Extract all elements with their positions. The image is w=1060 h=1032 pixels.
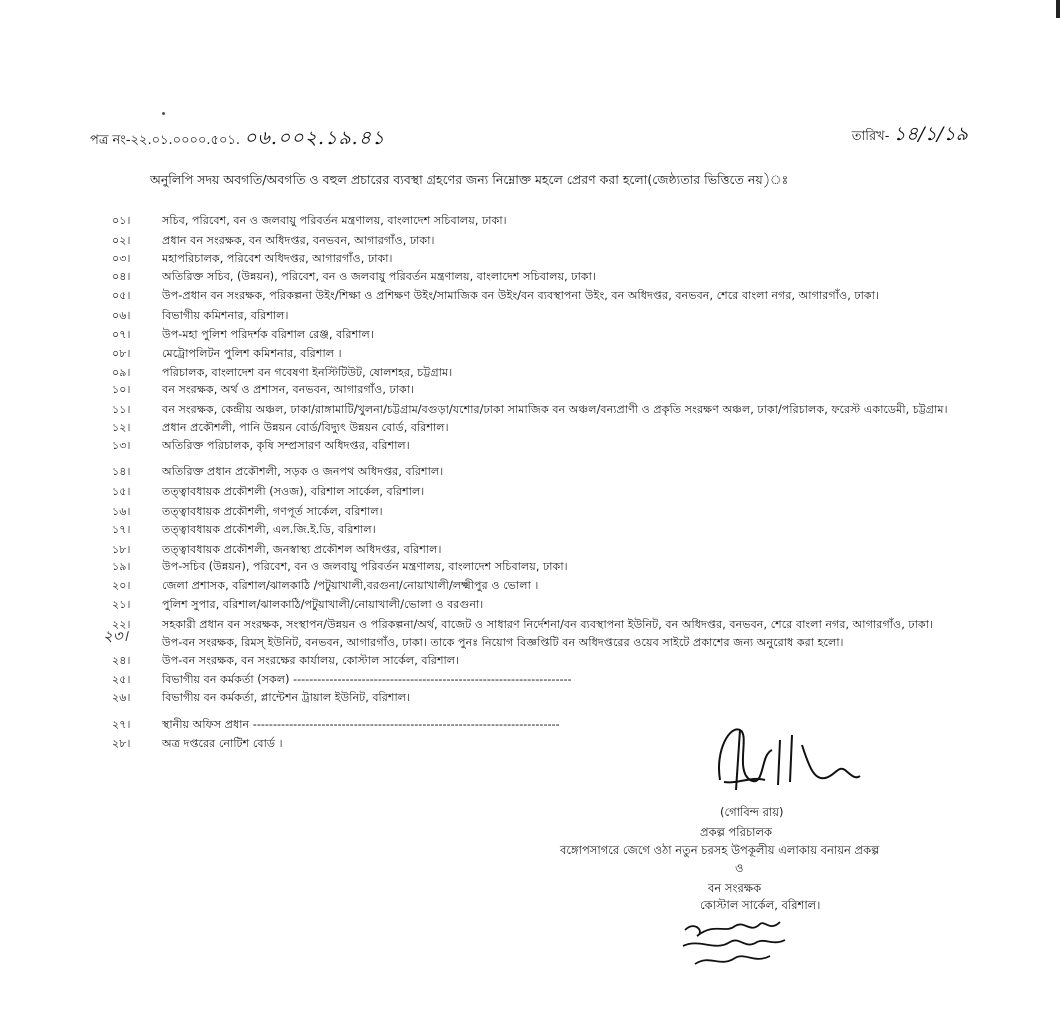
recipient-number: ২৬। [112,691,131,704]
recipient-row [0,419,1060,437]
recipient-text: বন সংরক্ষক, অর্থ ও প্রশাসন, বনভবন, আগারগাঁও, ঢাকা। [162,383,415,396]
recipient-number: ০৭। [112,328,131,341]
recipient-row [0,381,1060,399]
recipient-text: বিভাগীয় কমিশনার, বরিশাল। [162,309,289,322]
recipient-number: ০১। [112,214,131,227]
memo-handwritten-number: ০৬.০০২.১৯.৪১ [244,127,386,149]
recipient-text: উপ-প্রধান বন সংরক্ষক, পরিকল্পনা উইং/শিক্ষা ও প্রশিক্ষণ উইং/সামাজিক বন উইং/বন ব্যবস্থাপনা উইং, বন অধিদপ্তর, বনভবন, শেরে বাংলা নগর, আগারগাঁও, ঢাকা। [162,289,879,302]
recipient-row [0,437,1060,455]
signature-scribble-1 [710,710,870,800]
recipient-row [0,596,1060,614]
scan-edge-mark [1056,0,1060,18]
memo-number [90,124,385,156]
recipient-row [0,634,1060,652]
recipient-row [0,364,1060,382]
recipient-text: পুলিশ সুপার, বরিশাল/ঝালকাঠি/পটুয়াখালী/নোয়াখালী/ভোলা ও বরগুনা। [162,598,484,611]
recipient-text: তত্ত্বাবধায়ক প্রকৌশলী, এল.জি.ই.ডি, বরিশাল। [162,523,376,536]
recipient-text: প্রধান প্রকৌশলী, পানি উন্নয়ন বোর্ড/বিদ্যুৎ উন্নয়ন বোর্ড, বরিশাল। [162,421,449,434]
recipient-text: বিভাগীয় বন কর্মকর্তা (সকল) --------------------------------------------------------------------- [162,673,572,686]
signatory-designation-2: বন সংরক্ষক [708,881,762,895]
recipient-number: ১৬। [112,505,131,518]
recipient-row [0,401,1060,419]
recipient-number: ২০। [112,579,131,592]
recipient-number: ০৯। [112,366,131,379]
recipient-text: সহকারী প্রধান বন সংরক্ষক, সংস্থাপন/উন্নয়ন ও পরিকল্পনা/অর্থ, বাজেট ও সাধারণ নির্দেশনা/বন ব্যবস্থাপনা ইউনিট, বন অধিদপ্তর, বনভবন, শেরে বাংলা নগর, আগারগাঁও, ঢাকা। [162,618,934,631]
recipient-text: স্থানীয় অফিস প্রধান ---------------------------------------------------------------------------- [162,718,560,731]
recipient-row [0,326,1060,344]
recipient-text: জেলা প্রশাসক, বরিশাল/ঝালকাঠি /পটুয়াখালী,বরগুনা/নোয়াখালী/লক্ষ্মীপুর ও ভোলা । [162,579,539,592]
recipient-number: ০২। [112,234,131,247]
recipient-row [0,250,1060,268]
recipient-text: মেট্রোপলিটন পুলিশ কমিশনার, বরিশাল । [162,347,342,360]
recipient-row [0,652,1060,670]
recipient-text: পরিচালক, বাংলাদেশ বন গবেষণা ইনস্টিটিউট, ষোলশহর, চট্টগ্রাম। [162,366,453,379]
recipient-text: অত্র দপ্তরের নোটিশ বোর্ড । [162,737,283,750]
recipient-text: অতিরিক্ত সচিব, (উন্নয়ন), পরিবেশ, বন ও জলবায়ু পরিবর্তন মন্ত্রণালয়, বাংলাদেশ সচিবালয়, ঢাকা। [162,270,596,283]
recipient-text: তত্ত্বাবধায়ক প্রকৌশলী, গণপূর্ত সার্কেল, বরিশাল। [162,505,383,518]
recipient-number: ০৫। [112,289,131,302]
recipient-text: উপ-বন সংরক্ষক, বন সংরক্ষের কার্যালয়, কোস্টাল সার্কেল, বরিশাল। [162,654,460,667]
recipient-number: ২২। [112,618,131,631]
recipient-number: ১২। [112,421,131,434]
recipient-text: অতিরিক্ত প্রধান প্রকৌশলী, সড়ক ও জনপথ অধিদপ্তর, বরিশাল। [162,465,444,478]
signature-block [560,700,1040,1000]
recipient-row [0,268,1060,286]
memo-prefix: পত্র নং-২২.০১.০০০০.৫০১. [90,133,241,148]
recipient-text: প্রধান বন সংরক্ষক, বন অধিদপ্তর, বনভবন, আগারগাঁও, ঢাকা। [162,234,435,247]
recipient-text: উপ-সচিব (উন্নয়ন), পরিবেশ, বন ও জলবায়ু পরিবর্তন মন্ত্রণালয়, বাংলাদেশ সচিবালয়, ঢাকা। [162,560,568,573]
recipient-number: ০৮। [112,347,131,360]
recipient-number: ২৪। [112,654,131,667]
recipient-row [0,483,1060,501]
distribution-intro: অনুলিপি সদয় অবগতি/অবগতি ও বহুল প্রচারের ব্যবস্থা গ্রহণের জন্য নিম্নোক্ত মহলে প্রেরণ করা হলো(জেষ্ঠ্যতার ভিত্তিতে নয়)ঃ [150,172,789,187]
recipient-row [0,232,1060,250]
recipient-number: ০৪। [112,270,131,283]
scan-speck [162,112,165,115]
recipient-text: তত্ত্বাবধায়ক প্রকৌশলী (সওজ), বরিশাল সার্কেল, বরিশাল। [162,485,425,498]
recipient-text: বিভাগীয় বন কর্মকর্তা, প্লান্টেশন ট্রায়াল ইউনিট, বরিশাল। [162,691,411,704]
recipient-text: উপ-মহা পুলিশ পরিদর্শক বরিশাল রেঞ্জ, বরিশাল। [162,328,374,341]
recipient-number: ১৩। [112,439,131,452]
recipient-text: সচিব, পরিবেশ, বন ও জলবায়ু পরিবর্তন মন্ত্রণালয়, বাংলাদেশ সচিবালয়, ঢাকা। [162,214,507,227]
date-field [852,120,968,152]
recipient-number: ০৬। [112,309,131,322]
recipient-number: ১১। [112,403,131,416]
signatory-office: কোস্টাল সার্কেল, বরিশাল। [700,898,821,912]
recipient-number: ১৭। [112,523,131,536]
recipient-number: ২৫। [112,673,131,686]
recipient-number: ২৭। [112,718,131,731]
recipient-row [0,463,1060,481]
recipient-text: উপ-বন সংরক্ষক, রিমস্ ইউনিট, বনভবন, আগারগাঁও, ঢাকা। তাকে পুনঃ নিয়োগ বিজ্ঞপ্তিটি বন অধিদপ্তরের ওয়েব সাইটে প্রকাশের জন্য অনুরোধ করা হলো। [162,636,844,649]
recipient-text: অতিরিক্ত পরিচালক, কৃষি সম্প্রসারণ অধিদপ্তর, বরিশাল। [162,439,410,452]
signatory-designation: প্রকল্প পরিচালক [700,825,773,839]
recipient-row [0,577,1060,595]
recipient-row [0,503,1060,521]
recipient-number: ১৪। [112,465,131,478]
recipient-row [0,307,1060,325]
recipient-row [0,287,1060,305]
recipient-number: ০৩। [112,252,131,265]
handwritten-item-number: ২৩। [103,627,128,645]
date-handwritten: ১৪/১/১৯ [893,123,968,145]
recipient-row [0,558,1060,576]
recipient-row [0,616,1060,634]
recipient-number: ১৫। [112,485,131,498]
recipient-row [0,345,1060,363]
recipient-number: ১৮। [112,543,131,556]
recipient-number: ১৯। [112,560,131,573]
recipient-row [0,212,1060,230]
recipient-text: বন সংরক্ষক, কেন্দ্রীয় অঞ্চল, ঢাকা/রাঙ্গামাটি/খুলনা/চট্টগ্রাম/বগুড়া/যশোর/ঢাকা সামাজিক বন অঞ্চল/বন্যপ্রাণী ও প্রকৃতি সংরক্ষণ অঞ্চল, ঢাকা/পরিচালক, ফরেস্ট একাডেমী, চট্টগ্রাম। [162,403,948,416]
recipient-row [0,521,1060,539]
signature-scribble-2 [675,912,795,972]
recipient-number: ১০। [112,383,131,396]
signatory-name: (গোবিন্দ রায়) [720,805,784,819]
recipient-number: ২৮। [112,737,131,750]
date-label: তারিখ- [851,129,890,144]
recipient-row [0,671,1060,689]
recipient-text: মহাপরিচালক, পরিবেশ অধিদপ্তর, আগারগাঁও, ঢাকা। [162,252,393,265]
recipient-text: তত্ত্বাবধায়ক প্রকৌশলী, জনস্বাস্থ্য প্রকৌশল অধিদপ্তর, বরিশাল। [162,543,442,556]
recipient-number: ২১। [112,598,131,611]
recipient-row [0,541,1060,559]
conjunction: ও [735,861,744,875]
project-name: বঙ্গোপসাগরে জেগে ওঠা নতুন চরসহ উপকূলীয় এলাকায় বনায়ন প্রকল্প [560,843,880,857]
